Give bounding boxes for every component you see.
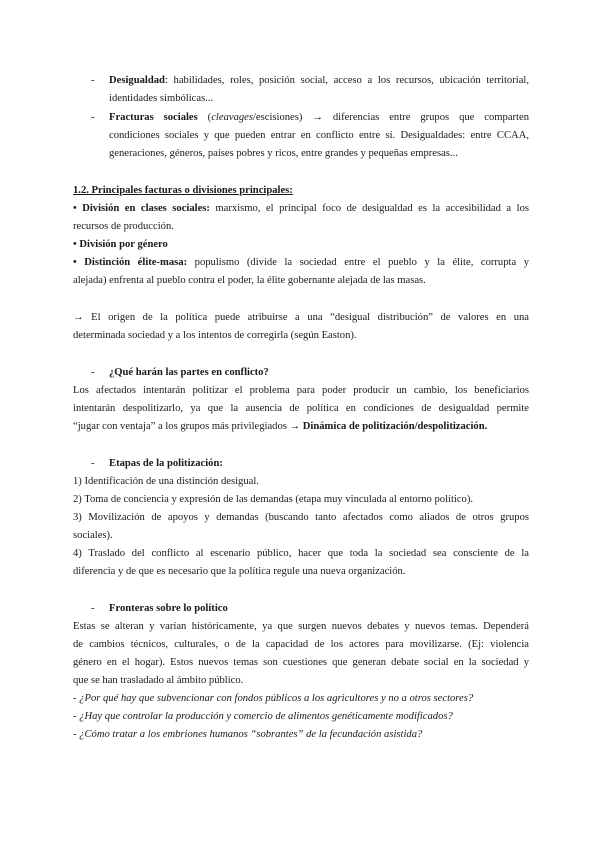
origin-line-1: → El origen de la política puede atribuirse a una “desigual distribución” de valores en una (73, 312, 529, 323)
stage-2: 2) Toma de conciencia y expresión de las demandas (etapa muy vinculada al entorno político). (73, 494, 474, 505)
bullet-dash: - (91, 458, 95, 469)
fracturas-line-3: generaciones, géneros, países pobres y ricos, entre grandes y pequeñas empresas... (109, 148, 458, 159)
bullet-dash: - (91, 112, 95, 123)
fracturas-line-2: condiciones sociales y que pueden entrar en conflicto entre sí. Desigualdades: entre CCAA, (109, 130, 529, 141)
stage-1: 1) Identificación de una distinción desigual. (73, 476, 259, 487)
stage-3-line-1: 3) Movilización de apoyos y demandas (buscando tanto afectados como aliados de otros grupos (73, 512, 529, 523)
conflict-heading: ¿Qué harán las partes en conflicto? (109, 367, 269, 378)
question-1: - ¿Por qué hay que subvencionar con fondos públicos a los agricultores y no a otros sectores? (73, 693, 474, 704)
bullet-dash: - (91, 603, 95, 614)
borders-line-2: de cambios técnicos, culturales, o de la capacidad de los actores para movilizarse. (Ej: violencia (73, 639, 529, 650)
borders-heading: Fronteras sobre lo político (109, 603, 228, 614)
stage-3-line-2: sociales). (73, 530, 113, 541)
clases-sociales-line-1: • División en clases sociales: marxismo, el principal foco de desigualdad es la accesibilidad a los (73, 203, 529, 214)
elite-masa-line-2: alejada) enfrenta al pueblo contra el poder, la élite gobernante alejada de las masas. (73, 275, 426, 286)
desigualdad-line-1: Desigualdad: habilidades, roles, posición social, acceso a los recursos, ubicación territorial, (109, 75, 529, 86)
elite-masa-line-1: • Distinción élite-masa: populismo (divide la sociedad entre el pueblo y la élite, corrupta y (73, 257, 529, 268)
question-2: - ¿Hay que controlar la producción y comercio de alimentos genéticamente modificados? (73, 711, 453, 722)
bullet-dash: - (91, 367, 95, 378)
cleavages-word: cleavages (211, 112, 253, 123)
question-3: - ¿Cómo tratar a los embriones humanos “sobrantes” de la fecundación asistida? (73, 729, 423, 740)
conflict-line-1: Los afectados intentarán politizar el problema para poder producir un cambio, los beneficiarios (73, 385, 529, 396)
stage-4-line-2: diferencia y de que es necesario que la política regule una nueva organización. (73, 566, 406, 577)
desigualdad-line-2: identidades simbólicas... (109, 93, 214, 104)
borders-line-3: género en el hogar). Estos nuevos temas son cuestiones que generan debate social en la sociedad y (73, 657, 529, 668)
fracturas-line-1: Fracturas sociales (cleavages/escisiones) → diferencias entre grupos que comparten (109, 112, 529, 123)
stage-4-line-1: 4) Traslado del conflicto al escenario público, hacer que toda la sociedad sea consciente de la (73, 548, 529, 559)
conflict-line-2: intentarán despolitizarlo, ya que la ausencia de política en condiciones de desigualdad permite (73, 403, 529, 414)
clases-sociales-line-2: recursos de producción. (73, 221, 174, 232)
section-heading: 1.2. Principales facturas o divisiones principales: (73, 185, 293, 196)
origin-line-2: determinada sociedad y a los intentos de corregirla (según Easton). (73, 330, 357, 341)
borders-line-1: Estas se alteran y varían históricamente, ya que surgen nuevos debates y nuevos temas. Dependerá (73, 621, 529, 632)
stages-heading: Etapas de la politización: (109, 458, 223, 469)
borders-line-4: que se han trasladado al ámbito público. (73, 675, 244, 686)
fracturas-term: Fracturas sociales (109, 112, 198, 123)
bullet-dash: - (91, 75, 95, 86)
desigualdad-term: Desigualdad (109, 75, 165, 86)
politizacion-dynamic: Dinámica de politización/despolitización. (302, 421, 488, 432)
conflict-line-3: “jugar con ventaja” a los grupos más privilegiados → Dinámica de politización/despolitización. (73, 421, 488, 432)
genero-item: • División por género (73, 239, 168, 250)
